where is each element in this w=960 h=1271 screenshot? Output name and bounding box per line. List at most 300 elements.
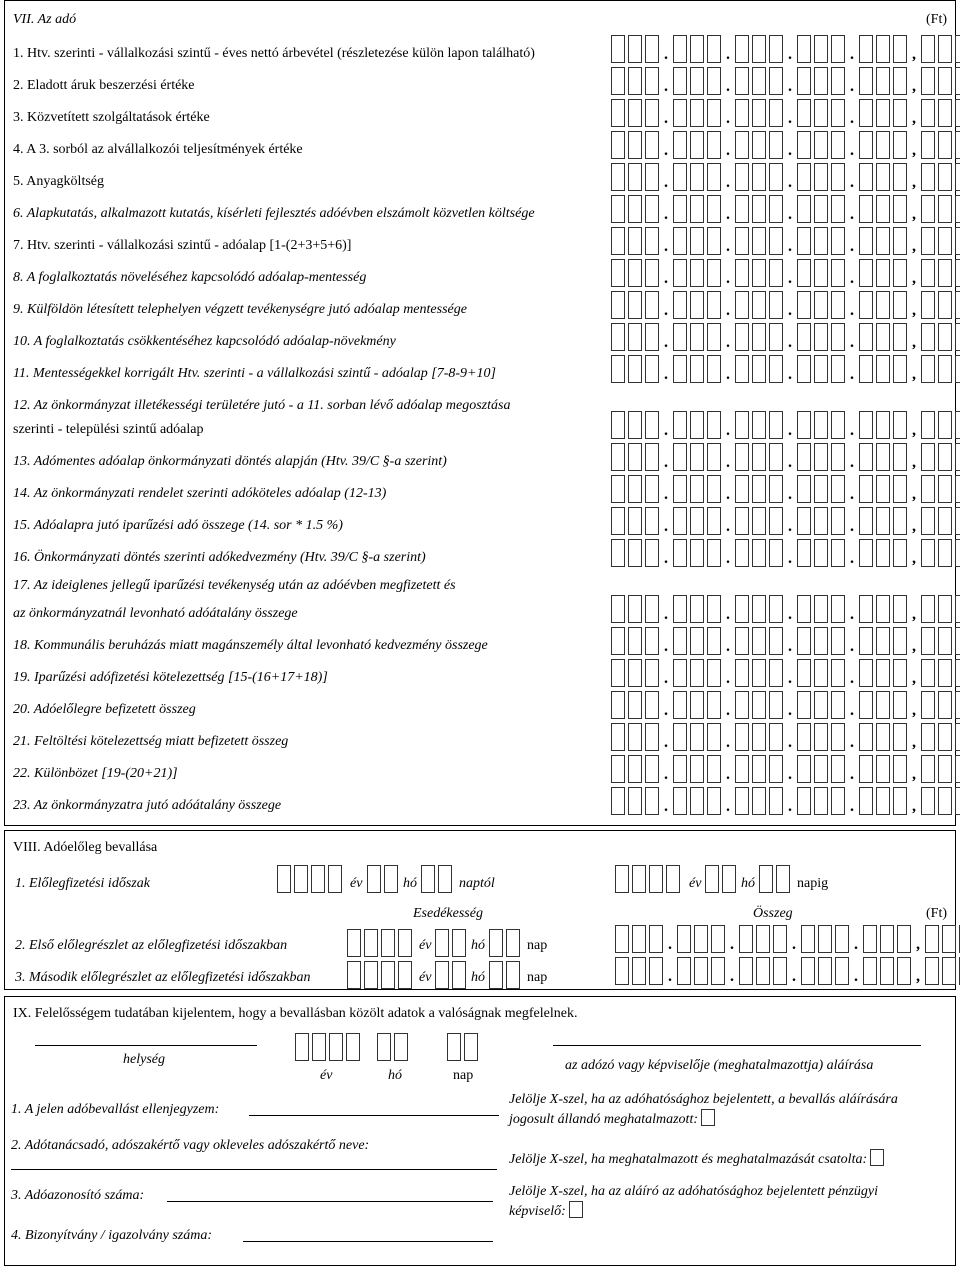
digit-cell[interactable] bbox=[615, 925, 629, 953]
digit-cell[interactable] bbox=[893, 475, 907, 503]
digit-cell[interactable] bbox=[831, 443, 845, 471]
digit-cell[interactable] bbox=[611, 259, 625, 287]
digit-cell[interactable] bbox=[859, 475, 873, 503]
period-to-day-cells[interactable] bbox=[759, 865, 793, 893]
digit-cell[interactable] bbox=[835, 957, 849, 985]
digit-cell[interactable] bbox=[859, 723, 873, 751]
digit-cell[interactable] bbox=[876, 475, 890, 503]
digit-cell[interactable] bbox=[735, 475, 749, 503]
digit-cell[interactable] bbox=[893, 539, 907, 567]
digit-cell[interactable] bbox=[831, 163, 845, 191]
digit-cell[interactable] bbox=[938, 227, 952, 255]
digit-cell[interactable] bbox=[942, 957, 956, 985]
digit-cell[interactable] bbox=[690, 755, 704, 783]
date-digit-cell[interactable] bbox=[722, 865, 736, 893]
digit-cell[interactable] bbox=[628, 131, 642, 159]
date-digit-cell[interactable] bbox=[394, 1033, 408, 1061]
digit-cell[interactable] bbox=[955, 99, 960, 127]
digit-cell[interactable] bbox=[752, 99, 766, 127]
digit-cell[interactable] bbox=[769, 787, 783, 815]
digit-cell[interactable] bbox=[797, 507, 811, 535]
digit-cell[interactable] bbox=[611, 595, 625, 623]
digit-cell[interactable] bbox=[955, 595, 960, 623]
tax-row-amount-cells[interactable] bbox=[611, 627, 960, 655]
digit-cell[interactable] bbox=[797, 291, 811, 319]
digit-cell[interactable] bbox=[955, 259, 960, 287]
date-digit-cell[interactable] bbox=[615, 865, 629, 893]
tax-row-amount-cells[interactable] bbox=[611, 323, 960, 351]
digit-cell[interactable] bbox=[831, 659, 845, 687]
digit-cell[interactable] bbox=[752, 787, 766, 815]
digit-cell[interactable] bbox=[611, 755, 625, 783]
digit-cell[interactable] bbox=[673, 659, 687, 687]
digit-cell[interactable] bbox=[690, 507, 704, 535]
digit-cell[interactable] bbox=[645, 227, 659, 255]
digit-cell[interactable] bbox=[673, 195, 687, 223]
digit-cell[interactable] bbox=[756, 957, 770, 985]
digit-cell[interactable] bbox=[752, 755, 766, 783]
digit-cell[interactable] bbox=[707, 291, 721, 319]
date-digit-cell[interactable] bbox=[295, 1033, 309, 1061]
digit-cell[interactable] bbox=[831, 35, 845, 63]
digit-cell[interactable] bbox=[831, 539, 845, 567]
first-installment-amount-cells[interactable] bbox=[615, 925, 960, 953]
digit-cell[interactable] bbox=[859, 99, 873, 127]
digit-cell[interactable] bbox=[611, 67, 625, 95]
date-digit-cell[interactable] bbox=[294, 865, 308, 893]
digit-cell[interactable] bbox=[752, 195, 766, 223]
digit-cell[interactable] bbox=[797, 443, 811, 471]
digit-cell[interactable] bbox=[876, 787, 890, 815]
digit-cell[interactable] bbox=[690, 227, 704, 255]
digit-cell[interactable] bbox=[814, 443, 828, 471]
digit-cell[interactable] bbox=[769, 595, 783, 623]
digit-cell[interactable] bbox=[859, 443, 873, 471]
date-digit-cell[interactable] bbox=[506, 929, 520, 957]
digit-cell[interactable] bbox=[690, 723, 704, 751]
digit-cell[interactable] bbox=[611, 355, 625, 383]
digit-cell[interactable] bbox=[707, 755, 721, 783]
digit-cell[interactable] bbox=[769, 163, 783, 191]
tax-row-amount-cells[interactable] bbox=[611, 67, 960, 95]
period-from-day-cells[interactable] bbox=[421, 865, 455, 893]
digit-cell[interactable] bbox=[863, 957, 877, 985]
digit-cell[interactable] bbox=[690, 131, 704, 159]
digit-cell[interactable] bbox=[769, 627, 783, 655]
date-digit-cell[interactable] bbox=[347, 961, 361, 989]
digit-cell[interactable] bbox=[645, 443, 659, 471]
digit-cell[interactable] bbox=[893, 323, 907, 351]
digit-cell[interactable] bbox=[645, 411, 659, 439]
digit-cell[interactable] bbox=[769, 723, 783, 751]
digit-cell[interactable] bbox=[673, 291, 687, 319]
digit-cell[interactable] bbox=[797, 99, 811, 127]
digit-cell[interactable] bbox=[707, 131, 721, 159]
tax-row-amount-cells[interactable] bbox=[611, 691, 960, 719]
digit-cell[interactable] bbox=[735, 723, 749, 751]
date-digit-cell[interactable] bbox=[277, 865, 291, 893]
digit-cell[interactable] bbox=[690, 539, 704, 567]
digit-cell[interactable] bbox=[611, 443, 625, 471]
date-digit-cell[interactable] bbox=[364, 929, 378, 957]
digit-cell[interactable] bbox=[921, 539, 935, 567]
digit-cell[interactable] bbox=[921, 691, 935, 719]
digit-cell[interactable] bbox=[921, 323, 935, 351]
place-line[interactable] bbox=[35, 1045, 257, 1046]
digit-cell[interactable] bbox=[752, 355, 766, 383]
date-digit-cell[interactable] bbox=[447, 1033, 461, 1061]
digit-cell[interactable] bbox=[797, 755, 811, 783]
digit-cell[interactable] bbox=[814, 411, 828, 439]
digit-cell[interactable] bbox=[769, 35, 783, 63]
digit-cell[interactable] bbox=[673, 723, 687, 751]
digit-cell[interactable] bbox=[893, 131, 907, 159]
digit-cell[interactable] bbox=[673, 131, 687, 159]
digit-cell[interactable] bbox=[893, 355, 907, 383]
digit-cell[interactable] bbox=[735, 131, 749, 159]
digit-cell[interactable] bbox=[814, 723, 828, 751]
digit-cell[interactable] bbox=[752, 507, 766, 535]
digit-cell[interactable] bbox=[831, 99, 845, 127]
digit-cell[interactable] bbox=[673, 67, 687, 95]
digit-cell[interactable] bbox=[831, 787, 845, 815]
digit-cell[interactable] bbox=[876, 99, 890, 127]
digit-cell[interactable] bbox=[938, 355, 952, 383]
digit-cell[interactable] bbox=[628, 259, 642, 287]
digit-cell[interactable] bbox=[707, 659, 721, 687]
digit-cell[interactable] bbox=[756, 925, 770, 953]
digit-cell[interactable] bbox=[938, 443, 952, 471]
digit-cell[interactable] bbox=[739, 957, 753, 985]
digit-cell[interactable] bbox=[628, 411, 642, 439]
digit-cell[interactable] bbox=[938, 259, 952, 287]
digit-cell[interactable] bbox=[814, 475, 828, 503]
digit-cell[interactable] bbox=[797, 227, 811, 255]
digit-cell[interactable] bbox=[707, 723, 721, 751]
digit-cell[interactable] bbox=[897, 925, 911, 953]
digit-cell[interactable] bbox=[831, 723, 845, 751]
digit-cell[interactable] bbox=[921, 787, 935, 815]
digit-cell[interactable] bbox=[893, 35, 907, 63]
digit-cell[interactable] bbox=[876, 291, 890, 319]
digit-cell[interactable] bbox=[611, 507, 625, 535]
digit-cell[interactable] bbox=[814, 259, 828, 287]
digit-cell[interactable] bbox=[955, 35, 960, 63]
digit-cell[interactable] bbox=[769, 755, 783, 783]
digit-cell[interactable] bbox=[769, 259, 783, 287]
digit-cell[interactable] bbox=[769, 475, 783, 503]
digit-cell[interactable] bbox=[938, 323, 952, 351]
digit-cell[interactable] bbox=[814, 691, 828, 719]
digit-cell[interactable] bbox=[955, 691, 960, 719]
digit-cell[interactable] bbox=[707, 35, 721, 63]
digit-cell[interactable] bbox=[611, 539, 625, 567]
digit-cell[interactable] bbox=[955, 131, 960, 159]
period-from-year-cells[interactable] bbox=[277, 865, 345, 893]
digit-cell[interactable] bbox=[893, 411, 907, 439]
digit-cell[interactable] bbox=[893, 259, 907, 287]
digit-cell[interactable] bbox=[859, 595, 873, 623]
digit-cell[interactable] bbox=[859, 195, 873, 223]
digit-cell[interactable] bbox=[645, 355, 659, 383]
digit-cell[interactable] bbox=[735, 67, 749, 95]
digit-cell[interactable] bbox=[938, 691, 952, 719]
digit-cell[interactable] bbox=[707, 259, 721, 287]
date-digit-cell[interactable] bbox=[489, 961, 503, 989]
tax-id-line[interactable] bbox=[167, 1201, 493, 1202]
digit-cell[interactable] bbox=[942, 925, 956, 953]
digit-cell[interactable] bbox=[707, 539, 721, 567]
digit-cell[interactable] bbox=[831, 507, 845, 535]
digit-cell[interactable] bbox=[694, 957, 708, 985]
digit-cell[interactable] bbox=[769, 67, 783, 95]
digit-cell[interactable] bbox=[876, 195, 890, 223]
digit-cell[interactable] bbox=[955, 539, 960, 567]
second-installment-amount-cells[interactable] bbox=[615, 957, 960, 985]
digit-cell[interactable] bbox=[645, 99, 659, 127]
digit-cell[interactable] bbox=[938, 131, 952, 159]
digit-cell[interactable] bbox=[938, 539, 952, 567]
digit-cell[interactable] bbox=[938, 507, 952, 535]
digit-cell[interactable] bbox=[711, 925, 725, 953]
date-digit-cell[interactable] bbox=[367, 865, 381, 893]
digit-cell[interactable] bbox=[735, 35, 749, 63]
digit-cell[interactable] bbox=[628, 227, 642, 255]
digit-cell[interactable] bbox=[893, 163, 907, 191]
digit-cell[interactable] bbox=[752, 475, 766, 503]
digit-cell[interactable] bbox=[677, 957, 691, 985]
digit-cell[interactable] bbox=[955, 475, 960, 503]
digit-cell[interactable] bbox=[628, 539, 642, 567]
digit-cell[interactable] bbox=[925, 925, 939, 953]
digit-cell[interactable] bbox=[797, 259, 811, 287]
digit-cell[interactable] bbox=[707, 355, 721, 383]
digit-cell[interactable] bbox=[735, 539, 749, 567]
digit-cell[interactable] bbox=[690, 475, 704, 503]
date-digit-cell[interactable] bbox=[489, 929, 503, 957]
tax-row-amount-cells[interactable] bbox=[611, 99, 960, 127]
digit-cell[interactable] bbox=[735, 443, 749, 471]
digit-cell[interactable] bbox=[611, 691, 625, 719]
digit-cell[interactable] bbox=[628, 595, 642, 623]
digit-cell[interactable] bbox=[921, 195, 935, 223]
digit-cell[interactable] bbox=[628, 787, 642, 815]
digit-cell[interactable] bbox=[955, 67, 960, 95]
digit-cell[interactable] bbox=[818, 957, 832, 985]
advisor-name-line[interactable] bbox=[11, 1169, 497, 1170]
digit-cell[interactable] bbox=[938, 595, 952, 623]
digit-cell[interactable] bbox=[921, 443, 935, 471]
digit-cell[interactable] bbox=[814, 595, 828, 623]
digit-cell[interactable] bbox=[797, 691, 811, 719]
digit-cell[interactable] bbox=[859, 131, 873, 159]
digit-cell[interactable] bbox=[831, 259, 845, 287]
digit-cell[interactable] bbox=[893, 755, 907, 783]
digit-cell[interactable] bbox=[707, 323, 721, 351]
digit-cell[interactable] bbox=[673, 475, 687, 503]
digit-cell[interactable] bbox=[797, 195, 811, 223]
digit-cell[interactable] bbox=[645, 723, 659, 751]
digit-cell[interactable] bbox=[645, 67, 659, 95]
digit-cell[interactable] bbox=[628, 99, 642, 127]
digit-cell[interactable] bbox=[876, 163, 890, 191]
digit-cell[interactable] bbox=[814, 539, 828, 567]
digit-cell[interactable] bbox=[707, 787, 721, 815]
digit-cell[interactable] bbox=[921, 659, 935, 687]
digit-cell[interactable] bbox=[831, 595, 845, 623]
digit-cell[interactable] bbox=[859, 163, 873, 191]
tax-row-amount-cells[interactable] bbox=[611, 411, 960, 439]
digit-cell[interactable] bbox=[876, 755, 890, 783]
digit-cell[interactable] bbox=[628, 443, 642, 471]
digit-cell[interactable] bbox=[690, 443, 704, 471]
digit-cell[interactable] bbox=[955, 627, 960, 655]
digit-cell[interactable] bbox=[938, 67, 952, 95]
digit-cell[interactable] bbox=[921, 227, 935, 255]
digit-cell[interactable] bbox=[797, 475, 811, 503]
digit-cell[interactable] bbox=[752, 691, 766, 719]
tax-row-amount-cells[interactable] bbox=[611, 659, 960, 687]
sign-year-cells[interactable] bbox=[295, 1033, 363, 1061]
digit-cell[interactable] bbox=[876, 691, 890, 719]
digit-cell[interactable] bbox=[921, 755, 935, 783]
digit-cell[interactable] bbox=[769, 659, 783, 687]
date-digit-cell[interactable] bbox=[759, 865, 773, 893]
tax-row-amount-cells[interactable] bbox=[611, 355, 960, 383]
digit-cell[interactable] bbox=[735, 691, 749, 719]
digit-cell[interactable] bbox=[769, 99, 783, 127]
digit-cell[interactable] bbox=[690, 99, 704, 127]
digit-cell[interactable] bbox=[752, 595, 766, 623]
digit-cell[interactable] bbox=[876, 723, 890, 751]
period-to-month-cells[interactable] bbox=[705, 865, 739, 893]
digit-cell[interactable] bbox=[876, 227, 890, 255]
digit-cell[interactable] bbox=[645, 323, 659, 351]
digit-cell[interactable] bbox=[921, 35, 935, 63]
digit-cell[interactable] bbox=[955, 355, 960, 383]
digit-cell[interactable] bbox=[645, 595, 659, 623]
digit-cell[interactable] bbox=[859, 35, 873, 63]
digit-cell[interactable] bbox=[893, 67, 907, 95]
digit-cell[interactable] bbox=[645, 627, 659, 655]
digit-cell[interactable] bbox=[707, 691, 721, 719]
digit-cell[interactable] bbox=[611, 131, 625, 159]
digit-cell[interactable] bbox=[893, 227, 907, 255]
digit-cell[interactable] bbox=[707, 627, 721, 655]
date-digit-cell[interactable] bbox=[381, 929, 395, 957]
digit-cell[interactable] bbox=[752, 411, 766, 439]
digit-cell[interactable] bbox=[752, 323, 766, 351]
digit-cell[interactable] bbox=[859, 507, 873, 535]
digit-cell[interactable] bbox=[690, 195, 704, 223]
digit-cell[interactable] bbox=[690, 355, 704, 383]
digit-cell[interactable] bbox=[628, 507, 642, 535]
digit-cell[interactable] bbox=[797, 131, 811, 159]
digit-cell[interactable] bbox=[831, 755, 845, 783]
digit-cell[interactable] bbox=[859, 355, 873, 383]
digit-cell[interactable] bbox=[673, 755, 687, 783]
date-digit-cell[interactable] bbox=[506, 961, 520, 989]
digit-cell[interactable] bbox=[859, 291, 873, 319]
tax-row-amount-cells[interactable] bbox=[611, 475, 960, 503]
digit-cell[interactable] bbox=[835, 925, 849, 953]
digit-cell[interactable] bbox=[735, 507, 749, 535]
digit-cell[interactable] bbox=[955, 659, 960, 687]
digit-cell[interactable] bbox=[690, 787, 704, 815]
digit-cell[interactable] bbox=[797, 67, 811, 95]
digit-cell[interactable] bbox=[938, 411, 952, 439]
digit-cell[interactable] bbox=[735, 163, 749, 191]
digit-cell[interactable] bbox=[628, 659, 642, 687]
digit-cell[interactable] bbox=[769, 291, 783, 319]
date-digit-cell[interactable] bbox=[381, 961, 395, 989]
date-digit-cell[interactable] bbox=[705, 865, 719, 893]
digit-cell[interactable] bbox=[735, 291, 749, 319]
digit-cell[interactable] bbox=[673, 411, 687, 439]
digit-cell[interactable] bbox=[752, 227, 766, 255]
digit-cell[interactable] bbox=[769, 443, 783, 471]
digit-cell[interactable] bbox=[893, 627, 907, 655]
digit-cell[interactable] bbox=[690, 627, 704, 655]
digit-cell[interactable] bbox=[921, 99, 935, 127]
tax-row-amount-cells[interactable] bbox=[611, 787, 960, 815]
digit-cell[interactable] bbox=[797, 723, 811, 751]
digit-cell[interactable] bbox=[859, 411, 873, 439]
digit-cell[interactable] bbox=[707, 595, 721, 623]
period-from-month-cells[interactable] bbox=[367, 865, 401, 893]
digit-cell[interactable] bbox=[628, 723, 642, 751]
digit-cell[interactable] bbox=[814, 627, 828, 655]
digit-cell[interactable] bbox=[938, 195, 952, 223]
digit-cell[interactable] bbox=[831, 355, 845, 383]
digit-cell[interactable] bbox=[645, 787, 659, 815]
date-digit-cell[interactable] bbox=[328, 865, 342, 893]
digit-cell[interactable] bbox=[876, 35, 890, 63]
digit-cell[interactable] bbox=[831, 291, 845, 319]
digit-cell[interactable] bbox=[673, 595, 687, 623]
digit-cell[interactable] bbox=[876, 595, 890, 623]
digit-cell[interactable] bbox=[955, 787, 960, 815]
digit-cell[interactable] bbox=[649, 957, 663, 985]
signature-line[interactable] bbox=[553, 1045, 921, 1046]
digit-cell[interactable] bbox=[893, 99, 907, 127]
digit-cell[interactable] bbox=[707, 443, 721, 471]
digit-cell[interactable] bbox=[707, 195, 721, 223]
date-digit-cell[interactable] bbox=[312, 1033, 326, 1061]
digit-cell[interactable] bbox=[876, 259, 890, 287]
digit-cell[interactable] bbox=[690, 659, 704, 687]
digit-cell[interactable] bbox=[673, 227, 687, 255]
digit-cell[interactable] bbox=[769, 507, 783, 535]
digit-cell[interactable] bbox=[707, 507, 721, 535]
digit-cell[interactable] bbox=[611, 723, 625, 751]
digit-cell[interactable] bbox=[797, 411, 811, 439]
digit-cell[interactable] bbox=[735, 755, 749, 783]
digit-cell[interactable] bbox=[628, 67, 642, 95]
digit-cell[interactable] bbox=[921, 411, 935, 439]
certificate-line[interactable] bbox=[243, 1241, 493, 1242]
digit-cell[interactable] bbox=[859, 691, 873, 719]
digit-cell[interactable] bbox=[611, 411, 625, 439]
digit-cell[interactable] bbox=[921, 507, 935, 535]
digit-cell[interactable] bbox=[876, 627, 890, 655]
digit-cell[interactable] bbox=[876, 539, 890, 567]
digit-cell[interactable] bbox=[752, 131, 766, 159]
digit-cell[interactable] bbox=[690, 163, 704, 191]
digit-cell[interactable] bbox=[645, 131, 659, 159]
digit-cell[interactable] bbox=[611, 291, 625, 319]
date-digit-cell[interactable] bbox=[776, 865, 790, 893]
